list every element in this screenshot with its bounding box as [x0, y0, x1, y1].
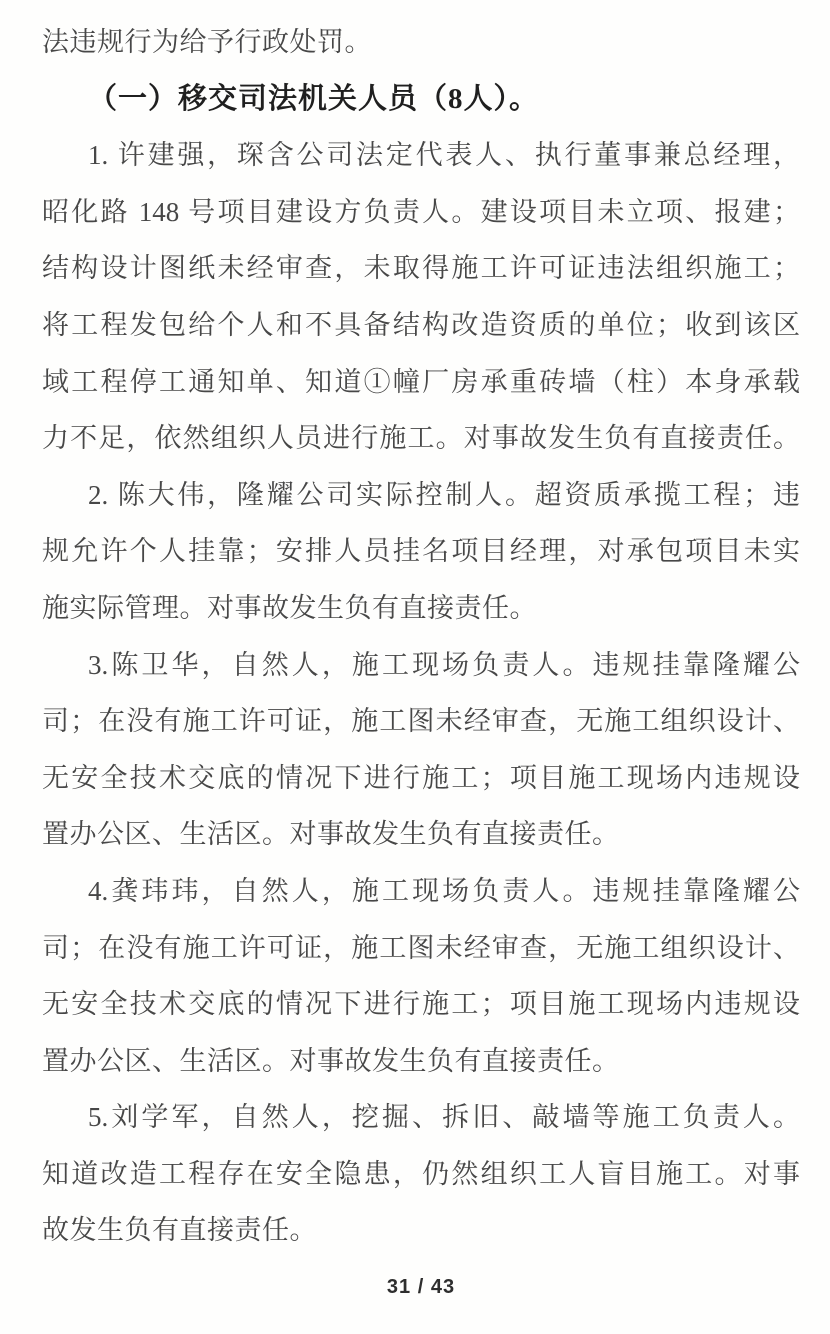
page-number: 31 / 43: [386, 1276, 456, 1299]
text-line: 故发生负有直接责任。: [42, 1215, 317, 1246]
text-line: 昭化路 148 号项目建设方负责人。建设项目未立项、报建；: [42, 196, 800, 227]
text-line: 司；在没有施工许可证，施工图未经审查，无施工组织设计、: [42, 706, 800, 737]
text-line: 知道改造工程存在安全隐患，仍然组织工人盲目施工。对事: [42, 1158, 800, 1189]
text-line: 置办公区、生活区。对事故发生负有直接责任。: [42, 819, 620, 850]
text-line: 结构设计图纸未经审查，未取得施工许可证违法组织施工；: [42, 253, 800, 284]
text-line: 无安全技术交底的情况下进行施工；项目施工现场内违规设: [42, 989, 800, 1020]
text-line: 将工程发包给个人和不具备结构改造资质的单位；收到该区: [42, 309, 800, 340]
text-line: 域工程停工通知单、知道①幢厂房承重砖墙（柱）本身承载: [42, 366, 800, 397]
text-line: 置办公区、生活区。对事故发生负有直接责任。: [42, 1045, 620, 1076]
section-heading: （一）移交司法机关人员（8人）。: [88, 82, 540, 115]
text-line: 1. 许建强，琛含公司法定代表人、执行董事兼总经理，: [88, 140, 800, 171]
text-line: 4.龚玮玮，自然人，施工现场负责人。违规挂靠隆耀公: [88, 875, 800, 906]
text-line: 规允许个人挂靠；安排人员挂名项目经理，对承包项目未实: [42, 536, 800, 567]
text-line: 施实际管理。对事故发生负有直接责任。: [42, 592, 537, 623]
text-line: 5.刘学军，自然人，挖掘、拆旧、敲墙等施工负责人。: [88, 1102, 800, 1133]
text-body: [42, 14, 800, 1259]
text-line: 3.陈卫华，自然人，施工现场负责人。违规挂靠隆耀公: [88, 649, 800, 680]
text-line: 2. 陈大伟，隆耀公司实际控制人。超资质承揽工程；违: [88, 479, 800, 510]
text-line: 法违规行为给予行政处罚。: [42, 27, 372, 57]
text-line: 无安全技术交底的情况下进行施工；项目施工现场内违规设: [42, 762, 800, 793]
text-line: 司；在没有施工许可证，施工图未经审查，无施工组织设计、: [42, 932, 800, 963]
text-line: 力不足，依然组织人员进行施工。对事故发生负有直接责任。: [42, 423, 800, 454]
